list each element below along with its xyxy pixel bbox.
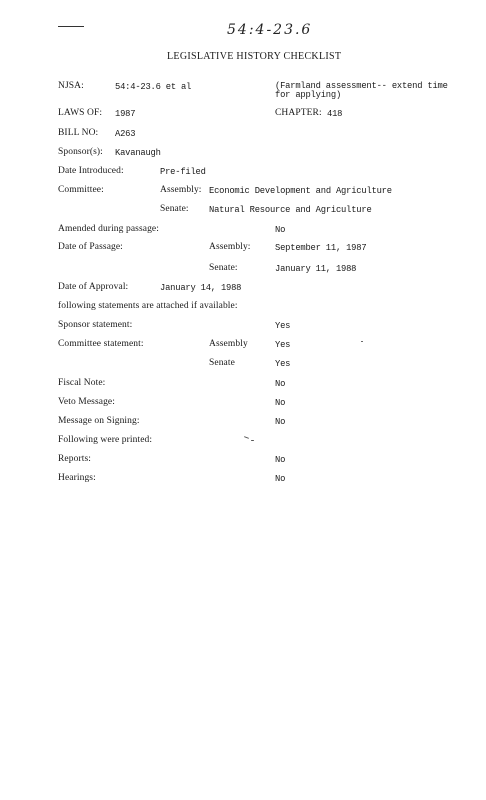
date-introduced-value: Pre-filed — [160, 167, 206, 177]
bill-no-label: BILL NO: — [58, 128, 99, 138]
sponsor-statement-value: Yes — [275, 321, 291, 331]
scan-speck — [361, 341, 363, 342]
njsa-value: 54:4-23.6 et al — [115, 82, 192, 92]
hearings-label: Hearings: — [58, 473, 96, 483]
reports-label: Reports: — [58, 454, 91, 464]
sponsors-value: Kavanaugh — [115, 148, 161, 158]
laws-of-value: 1987 — [115, 109, 136, 119]
amended-value: No — [275, 225, 286, 235]
date-introduced-label: Date Introduced: — [58, 166, 124, 176]
njsa-note-line1: (Farmland assessment-- extend time — [275, 81, 448, 91]
date-of-passage-label: Date of Passage: — [58, 242, 123, 252]
reports-value: No — [275, 455, 286, 465]
page-title: LEGISLATIVE HISTORY CHECKLIST — [167, 51, 342, 62]
statement-senate-label: Senate — [209, 358, 235, 368]
message-on-signing-label: Message on Signing: — [58, 416, 140, 426]
committee-senate-label: Senate: — [160, 204, 189, 214]
passage-assembly-value: September 11, 1987 — [275, 243, 367, 253]
scan-speck — [244, 436, 249, 439]
fiscal-note-label: Fiscal Note: — [58, 378, 106, 388]
following-printed-header: Following were printed: — [58, 435, 153, 445]
statement-assembly-label: Assembly — [209, 339, 248, 349]
chapter-value: 418 — [327, 109, 343, 119]
passage-assembly-label: Assembly: — [209, 242, 251, 252]
laws-of-label: LAWS OF: — [58, 108, 103, 118]
handwritten-number: 54:4-23.6 — [227, 22, 313, 38]
chapter-label: CHAPTER: — [275, 108, 322, 118]
committee-assembly-value: Economic Development and Agriculture — [209, 186, 392, 196]
committee-statement-label: Committee statement: — [58, 339, 144, 349]
njsa-note-line2: for applying) — [275, 90, 342, 100]
bill-no-value: A263 — [115, 129, 136, 139]
passage-senate-value: January 11, 1988 — [275, 264, 357, 274]
statements-header: following statements are attached if available: — [58, 301, 238, 311]
fiscal-note-value: No — [275, 379, 286, 389]
passage-senate-label: Senate: — [209, 263, 238, 273]
statement-senate-value: Yes — [275, 359, 291, 369]
statement-assembly-value: Yes — [275, 340, 291, 350]
amended-label: Amended during passage: — [58, 224, 159, 234]
sponsor-statement-label: Sponsor statement: — [58, 320, 133, 330]
veto-message-label: Veto Message: — [58, 397, 115, 407]
hearings-value: No — [275, 474, 286, 484]
message-on-signing-value: No — [275, 417, 286, 427]
header-rule — [58, 26, 84, 27]
veto-message-value: No — [275, 398, 286, 408]
njsa-label: NJSA: — [58, 81, 84, 91]
committee-senate-value: Natural Resource and Agriculture — [209, 205, 372, 215]
date-of-approval-value: January 14, 1988 — [160, 283, 242, 293]
date-of-approval-label: Date of Approval: — [58, 282, 129, 292]
scan-speck — [251, 440, 254, 441]
sponsors-label: Sponsor(s): — [58, 147, 103, 157]
committee-assembly-label: Assembly: — [160, 185, 202, 195]
committee-label: Committee: — [58, 185, 104, 195]
